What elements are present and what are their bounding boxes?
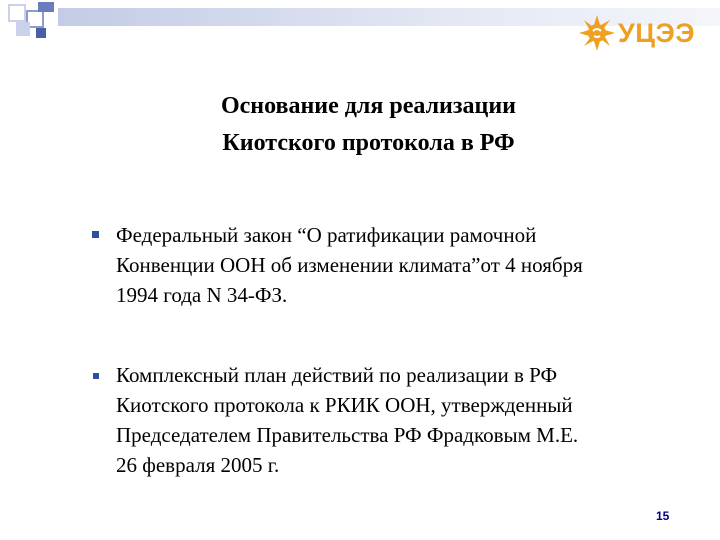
bullet-2-line-3: Председателем Правительства РФ Фрадковым М.Е.	[116, 423, 579, 447]
page-number: 15	[656, 509, 670, 523]
title-line-1: Основание для реализации	[220, 93, 517, 119]
title-line-2: Киотского протокола в РФ	[222, 130, 515, 156]
brand-logo	[578, 14, 708, 54]
sun-icon	[578, 14, 616, 52]
square-bullet-icon	[93, 373, 99, 379]
bullet-list	[92, 220, 692, 480]
bullet-item-2	[92, 360, 692, 480]
bullet-2-line-1: Комплексный план действий по реализации в РФ	[116, 363, 558, 387]
bullet-1-line-1: Федеральный закон “О ратификации рамочной	[116, 223, 537, 247]
bullet-1-line-3: 1994 года N 34-ФЗ.	[116, 283, 288, 307]
slide-title	[0, 88, 720, 162]
logo-text: УЦЭЭ	[618, 18, 695, 48]
bullet-2-line-4: 26 февраля 2005 г.	[116, 453, 280, 477]
square-bullet-icon	[92, 231, 99, 238]
bullet-1-line-2: Конвенции ООН об изменении климата”от 4 ноября	[116, 253, 583, 277]
bullet-2-line-2: Киотского протокола к РКИК ООН, утвержденный	[116, 393, 573, 417]
bullet-item-1	[92, 220, 692, 310]
